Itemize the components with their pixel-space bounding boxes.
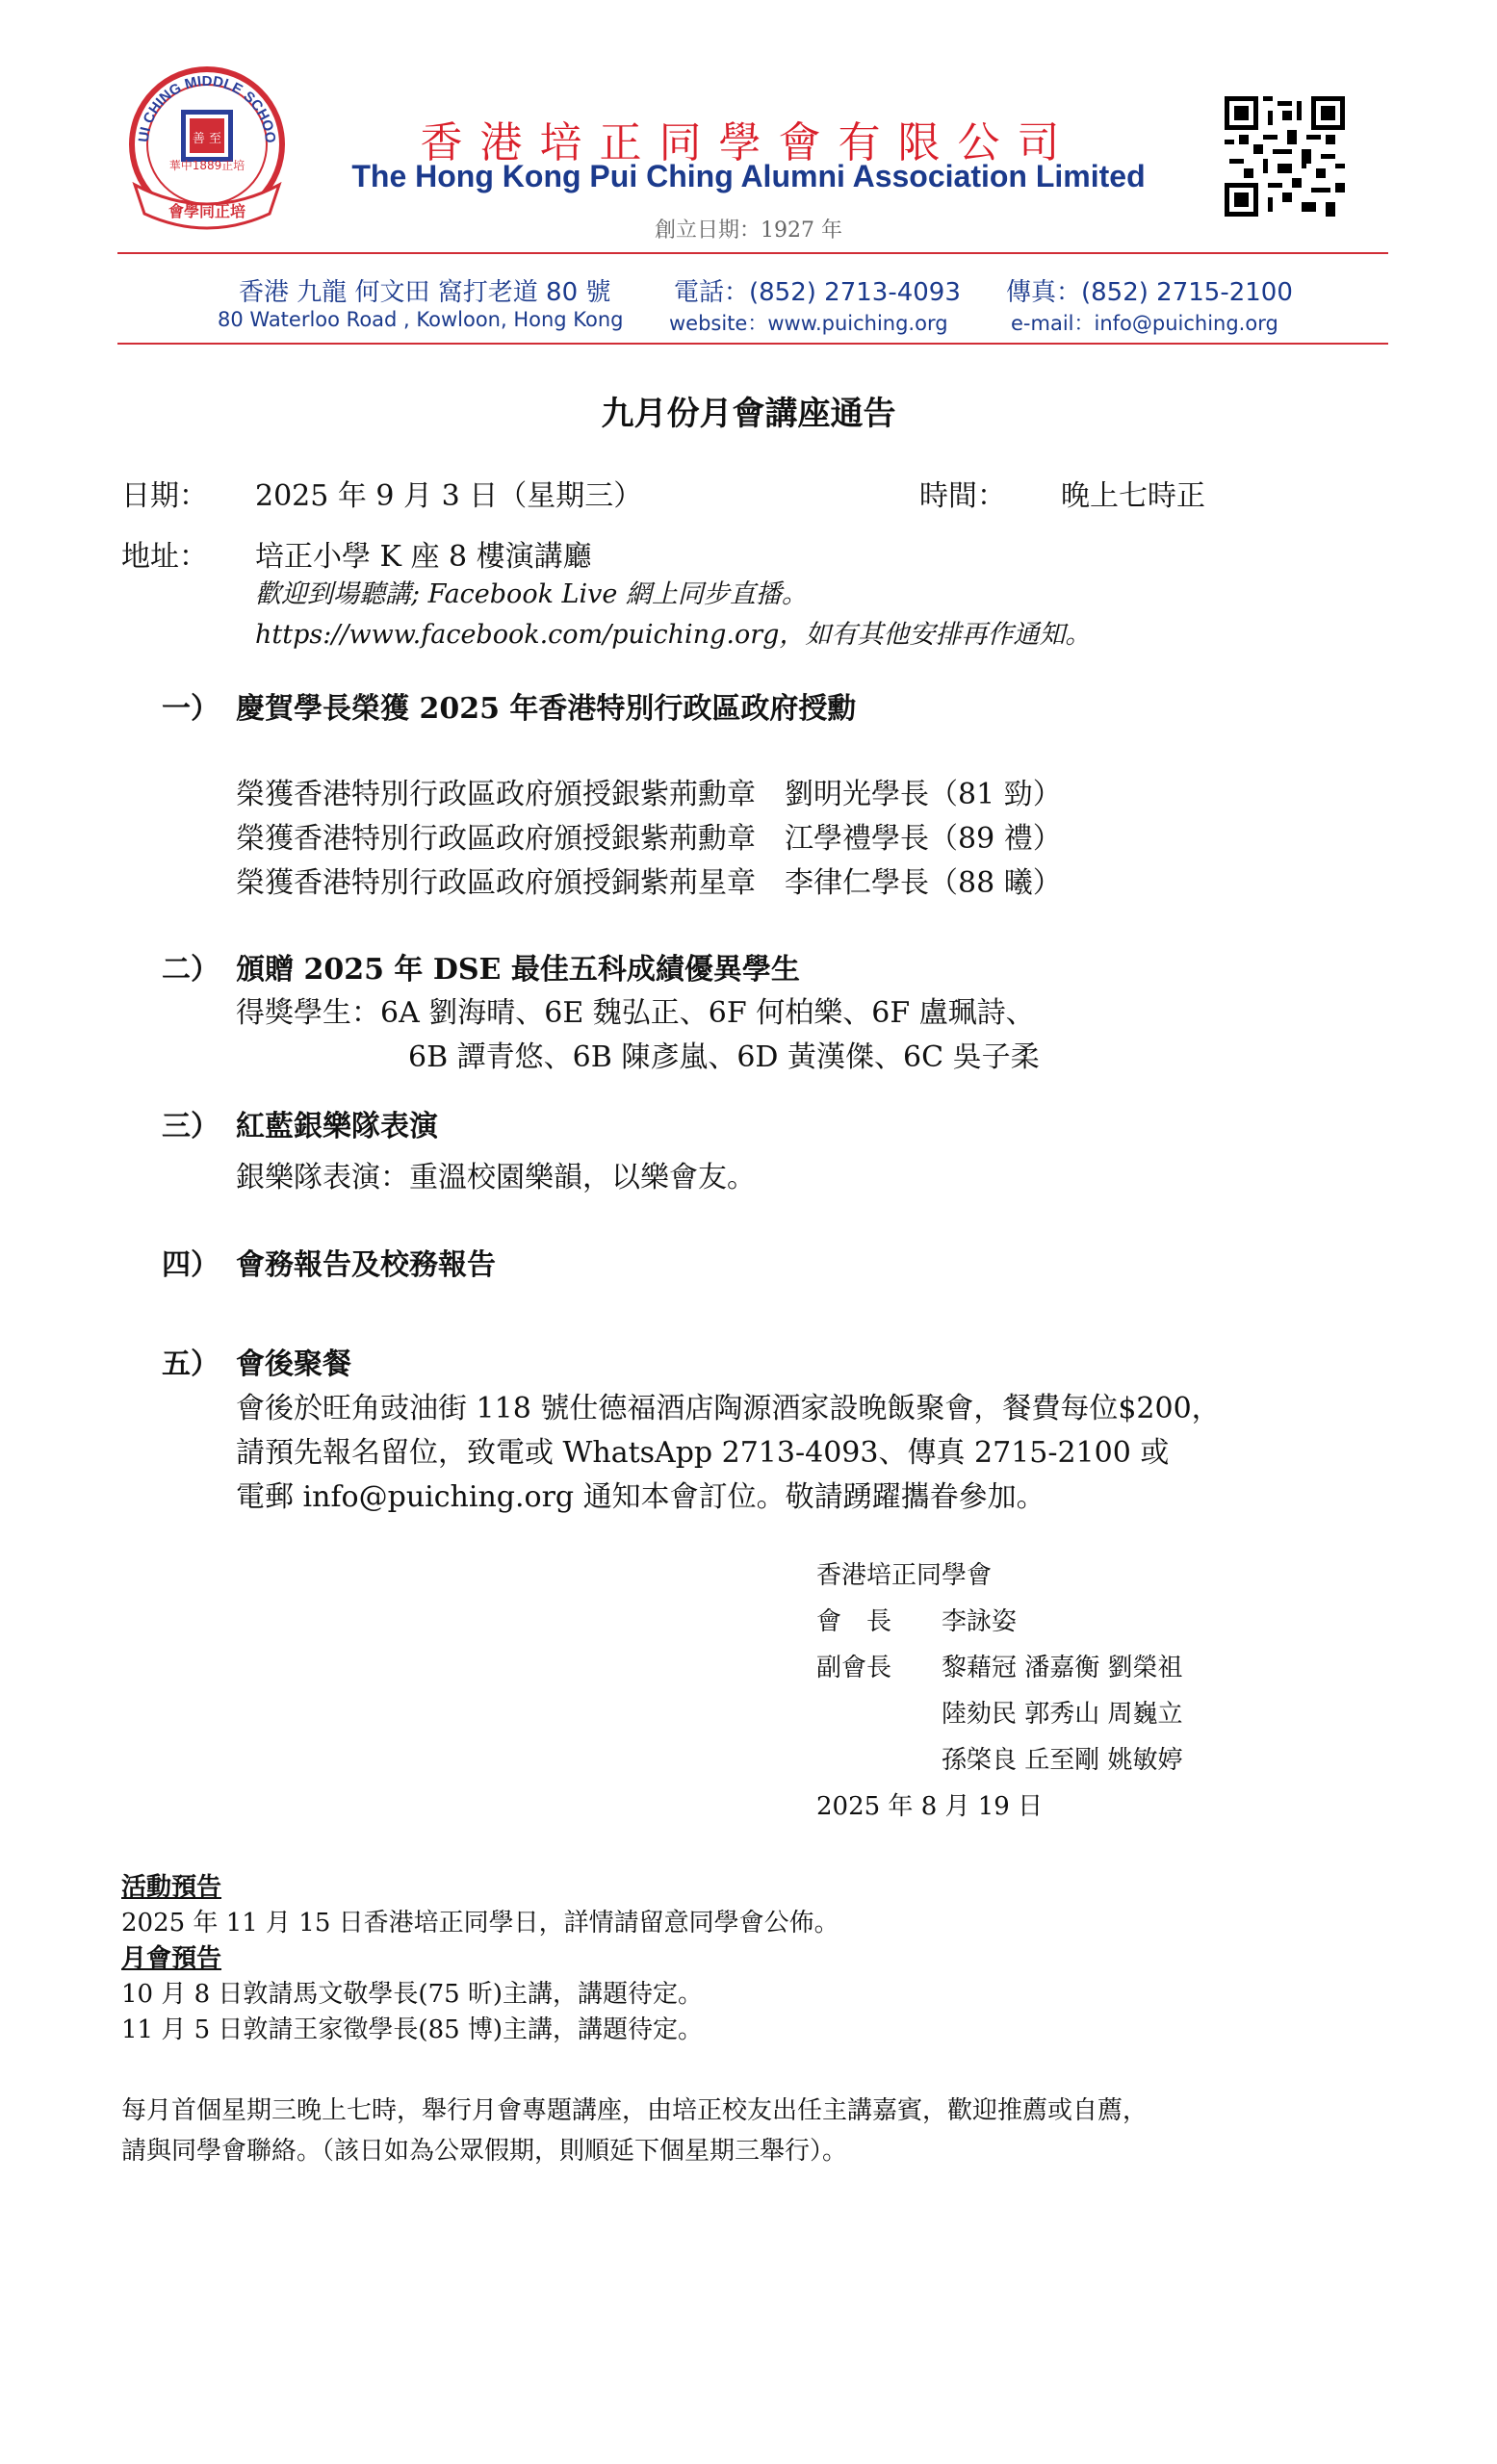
- date-value: 2025 年 9 月 3 日（星期三）: [255, 479, 643, 513]
- item-heading: 會務報告及校務報告: [236, 1248, 496, 1282]
- vice-president-names: 陸劾民 郭秀山 周巍立: [942, 1700, 1183, 1729]
- events-line: 2025 年 11 月 15 日香港培正同學日，詳情請留意同學會公佈。: [121, 1909, 839, 1938]
- item-heading: 會後聚餐: [236, 1348, 351, 1381]
- svg-text:PUI CHING MIDDLE SCHOOL: UI CHING MIDDLE SCHOO: [135, 72, 279, 144]
- item-line: 請預先報名留位，致電或 WhatsApp 2713-4093、傳真 2715-2100 或: [236, 1436, 1170, 1470]
- item-heading: 慶賀學長榮獲 2025 年香港特別行政區政府授勳: [236, 692, 857, 726]
- org-name-en: The Hong Kong Pui Ching Alumni Association Limited: [351, 159, 1146, 193]
- monthly-line: 11 月 5 日敦請王家徵學長(85 博)主講，講題待定。: [121, 2015, 704, 2044]
- header-bottom-rule: [117, 343, 1388, 345]
- footer-note: 每月首個星期三晚上七時，舉行月會專題講座，由培正校友出任主講嘉賓，歡迎推薦或自薦，: [121, 2096, 1149, 2125]
- signature-org: 香港培正同學會: [816, 1561, 993, 1590]
- president-label: 會 長: [816, 1607, 892, 1636]
- venue-value: 培正小學 K 座 8 樓演講廳: [255, 540, 592, 574]
- svg-text:會學同正培: 會學同正培: [168, 202, 246, 220]
- venue-note-facebook-link[interactable]: https://www.facebook.com/puiching.org，如有其他安排再作通知。: [255, 620, 1092, 650]
- website-link[interactable]: website：www.puiching.org: [669, 312, 948, 335]
- item-line: 榮獲香港特別行政區政府頒授銅紫荊星章 李律仁學長（88 曦）: [236, 866, 1062, 900]
- vice-president-names: 孫棨良 丘至剛 姚敏婷: [942, 1746, 1183, 1775]
- item-line: 榮獲香港特別行政區政府頒授銀紫荊勳章 劉明光學長（81 勁）: [236, 778, 1062, 811]
- venue-label: 地址：: [121, 540, 208, 574]
- header-top-rule: [117, 252, 1388, 254]
- time-value: 晚上七時正: [1061, 479, 1205, 513]
- address-zh: 香港 九龍 何文田 窩打老道 80 號: [239, 278, 611, 307]
- item-heading: 頒贈 2025 年 DSE 最佳五科成績優異學生: [236, 953, 800, 987]
- monthly-line: 10 月 8 日敦請馬文敬學長(75 昕)主講，講題待定。: [121, 1980, 704, 2009]
- president-name: 李詠姿: [942, 1607, 1018, 1636]
- footer-note: 請與同學會聯絡。（該日如為公眾假期，則順延下個星期三舉行）。: [121, 2137, 848, 2166]
- item-line: 榮獲香港特別行政區政府頒授銀紫荊勳章 江學禮學長（89 禮）: [236, 822, 1062, 856]
- org-name-zh: 香港培正同學會有限公司: [420, 118, 1077, 167]
- item-line: 6B 譚青悠、6B 陳彥嵐、6D 黃漢傑、6C 吳子柔: [408, 1040, 1040, 1074]
- svg-text:華中1889正培: 華中1889正培: [168, 159, 245, 172]
- svg-text:善 至: 善 至: [192, 132, 222, 146]
- address-en: 80 Waterloo Road , Kowloon, Hong Kong: [218, 308, 624, 331]
- events-heading: 活動預告: [121, 1873, 222, 1902]
- item-number: 一）: [162, 692, 219, 726]
- item-line: 得獎學生：6A 劉海晴、6E 魏弘正、6F 何柏樂、6F 盧珮詩、: [236, 996, 1035, 1030]
- fax: 傳真：(852) 2715-2100: [1006, 278, 1293, 307]
- email-link[interactable]: e-mail：info@puiching.org: [1011, 312, 1278, 335]
- item-number: 三）: [162, 1110, 219, 1143]
- item-heading: 紅藍銀樂隊表演: [236, 1110, 438, 1143]
- signature-date: 2025 年 8 月 19 日: [816, 1792, 1044, 1821]
- item-line: 銀樂隊表演：重溫校園樂韻，以樂會友。: [236, 1161, 756, 1194]
- item-line: 電郵 info@puiching.org 通知本會訂位。敬請踴躍攜眷參加。: [236, 1480, 1045, 1514]
- qr-code-icon: [1225, 96, 1345, 217]
- time-label: 時間：: [919, 479, 1006, 513]
- item-number: 四）: [162, 1248, 219, 1282]
- vice-president-names: 黎藉冠 潘嘉衡 劉榮祖: [942, 1654, 1183, 1682]
- founded-date: 創立日期：1927 年: [655, 218, 842, 243]
- vice-president-label: 副會長: [816, 1654, 892, 1682]
- phone: 電話：(852) 2713-4093: [674, 278, 961, 307]
- notice-title: 九月份月會講座通告: [601, 395, 896, 433]
- item-number: 五）: [162, 1348, 219, 1381]
- venue-note-livestream: 歡迎到場聽講; Facebook Live 網上同步直播。: [255, 579, 808, 609]
- item-number: 二）: [162, 953, 219, 987]
- monthly-heading: 月會預告: [121, 1944, 222, 1973]
- item-line: 會後於旺角豉油街 118 號仕德福酒店陶源酒家設晚飯聚會，餐費每位$200，: [236, 1392, 1221, 1425]
- date-label: 日期：: [121, 479, 208, 513]
